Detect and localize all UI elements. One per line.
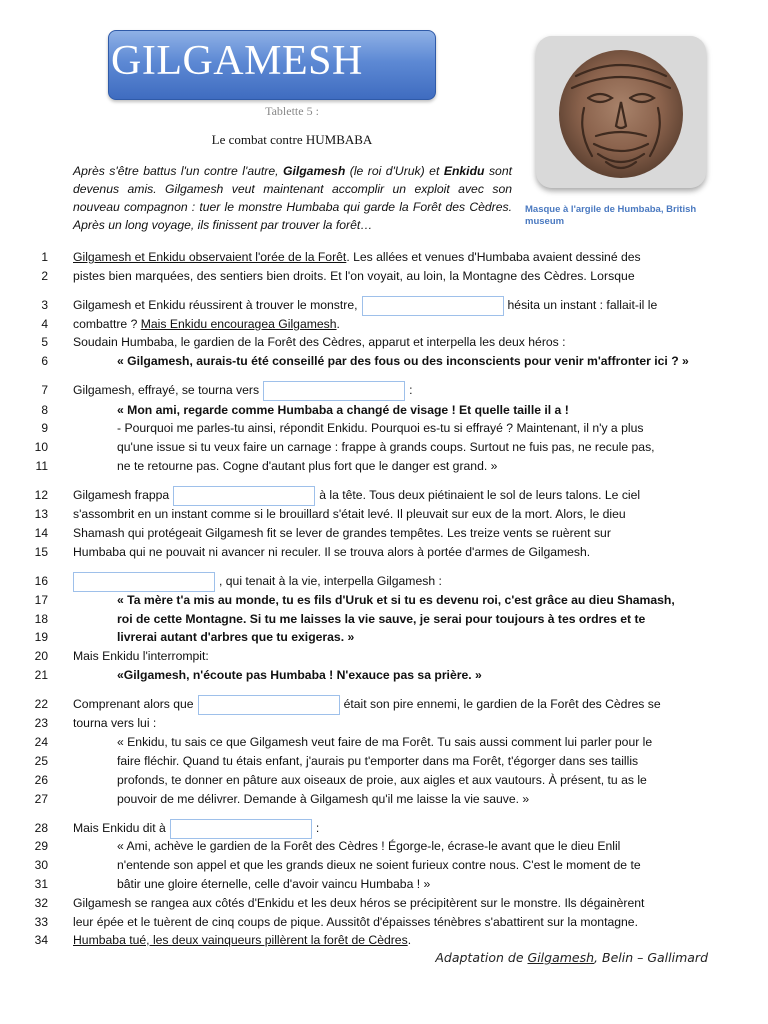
text-line: «Gilgamesh, n'écoute pas Humbaba ! N'exauce pas sa prière. » — [117, 668, 482, 682]
text-line — [73, 296, 657, 314]
line-number: 10 — [34, 440, 48, 454]
attribution-text: , Belin – Gallimard — [594, 950, 708, 965]
line-text: : — [409, 383, 413, 398]
line-number: 22 — [34, 697, 48, 711]
text-line: « Ta mère t'a mis au monde, tu es fils d'Uruk et si tu es devenu roi, c'est grâce au dieu Shamash, — [117, 593, 675, 607]
answer-blank[interactable] — [173, 486, 315, 506]
line-number: 27 — [34, 792, 48, 806]
line-number: 23 — [34, 716, 48, 730]
text-line — [73, 572, 442, 590]
line-number: 6 — [41, 354, 48, 368]
intro-name-enkidu: Enkidu — [443, 164, 485, 178]
text-line: n'entende son appel et que les grands dieux ne soient furieux contre nous. C'est le moment de te — [117, 858, 641, 872]
line-number: 16 — [34, 574, 48, 588]
line-number: 12 — [34, 488, 48, 502]
answer-blank[interactable] — [170, 819, 312, 839]
line-number: 24 — [34, 735, 48, 749]
line-number: 5 — [41, 335, 48, 349]
line-text: combattre ? — [73, 317, 141, 331]
underlined-text: Mais Enkidu encouragea Gilgamesh — [140, 317, 337, 331]
attribution-text: Adaptation de — [435, 950, 528, 965]
line-number: 9 — [41, 421, 48, 435]
text-line: tourna vers lui : — [73, 716, 157, 730]
line-number: 19 — [34, 630, 48, 644]
line-number: 13 — [34, 507, 48, 521]
line-text: Comprenant alors que — [73, 697, 194, 712]
image-caption: Masque à l'argile de Humbaba, British museum — [525, 204, 697, 227]
answer-blank[interactable] — [362, 296, 504, 316]
line-text: . Les allées et venues d'Humbaba avaient dessiné des — [346, 250, 641, 264]
line-number: 31 — [34, 877, 48, 891]
text-line: Shamash qui protégeait Gilgamesh fit se lever de grandes tempêtes. Les treize vents se ruèrent sur — [73, 526, 611, 540]
text-line — [73, 695, 661, 713]
line-number: 25 — [34, 754, 48, 768]
line-number: 17 — [34, 593, 48, 607]
line-text: . — [336, 317, 340, 331]
text-line — [73, 819, 319, 837]
line-text: Gilgamesh et Enkidu réussirent à trouver le monstre, — [73, 298, 358, 313]
text-line — [73, 931, 411, 949]
text-line: Gilgamesh se rangea aux côtés d'Enkidu et les deux héros se précipitèrent sur le monstre. Ils dégainèrent — [73, 896, 645, 910]
line-text: , qui tenait à la vie, interpella Gilgamesh : — [219, 574, 442, 589]
chapter-subtitle: Le combat contre HUMBABA — [211, 132, 373, 147]
text-line: Soudain Humbaba, le gardien de la Forêt des Cèdres, apparut et interpella les deux héros : — [73, 335, 566, 349]
text-line: « Ami, achève le gardien de la Forêt des Cèdres ! Égorge-le, écrase-le avant que le dieu Enlil — [117, 839, 621, 853]
answer-blank[interactable] — [263, 381, 405, 401]
line-number: 33 — [34, 915, 48, 929]
underlined-text: Gilgamesh et Enkidu observaient l'orée de la Forêt — [73, 250, 347, 264]
book-title: Gilgamesh — [527, 950, 595, 965]
line-text: Mais Enkidu dit à — [73, 821, 166, 836]
line-number: 28 — [34, 821, 48, 835]
line-number: 34 — [34, 933, 48, 947]
humbaba-mask-image — [536, 36, 706, 188]
line-number: 1 — [41, 250, 48, 264]
text-line: « Gilgamesh, aurais-tu été conseillé par des fous ou des inconscients pour venir m'affronter ici ? » — [117, 354, 689, 368]
line-number: 3 — [41, 298, 48, 312]
line-text: Gilgamesh, effrayé, se tourna vers — [73, 383, 260, 398]
line-text: à la tête. Tous deux piétinaient le sol de leurs talons. Le ciel — [319, 488, 641, 503]
text-line: s'assombrit en un instant comme si le brouillard s'était levé. Il pleuvait sur eux de la mort. Alors, le dieu — [73, 507, 626, 521]
source-attribution — [435, 950, 708, 965]
line-number: 11 — [35, 459, 48, 473]
line-number: 30 — [34, 858, 48, 872]
line-number: 32 — [34, 896, 48, 910]
line-number: 18 — [34, 612, 48, 626]
text-line: Mais Enkidu l'interrompit: — [73, 649, 209, 663]
line-text: était son pire ennemi, le gardien de la Forêt des Cèdres se — [343, 697, 661, 712]
line-text: : — [315, 821, 320, 836]
text-line — [73, 248, 641, 266]
line-text: hésita un instant : fallait-il le — [507, 298, 658, 313]
line-number: 26 — [34, 773, 48, 787]
text-line: ne te retourne pas. Cogne d'autant plus fort que le danger est grand. » — [117, 459, 498, 473]
text-line: « Enkidu, tu sais ce que Gilgamesh veut faire de ma Forêt. Tu sais aussi comment lui parler pour le — [117, 735, 653, 749]
line-number: 8 — [41, 403, 48, 417]
line-number: 21 — [34, 668, 48, 682]
line-number: 4 — [41, 317, 48, 331]
text-line: Humbaba qui ne pouvait ni avancer ni reculer. Il se trouva alors à portée d'armes de Gilgamesh. — [73, 545, 591, 559]
text-line: qu'une issue si tu veux faire un carnage : frappe à grands coups. Surtout ne fuis pas, ne recule pas, — [117, 440, 655, 454]
text-line: leur épée et le tuèrent de cinq coups de pique. Aussitôt d'épaisses ténèbres s'abattirent sur la montagne. — [73, 915, 638, 929]
text-line — [73, 315, 340, 333]
line-number: 15 — [34, 545, 48, 559]
intro-name-gilgamesh: Gilgamesh — [282, 164, 346, 178]
intro-text: (le roi d'Uruk) et — [345, 164, 444, 178]
text-line: pistes bien marquées, des sentiers bien droits. Et l'on voyait, au loin, la Montagne des Cèdres. Lorsque — [73, 269, 635, 283]
text-line — [73, 381, 412, 399]
text-line: faire fléchir. Quand tu étais enfant, j'aurais pu t'emporter dans ma Forêt, t'égorger dans ses taillis — [117, 754, 639, 768]
text-line — [73, 486, 640, 504]
underlined-text: Humbaba tué, les deux vainqueurs pillèrent la forêt de Cèdres — [73, 933, 408, 947]
intro-text: Après s'être battus l'un contre l'autre, — [73, 164, 283, 178]
line-number: 2 — [41, 269, 48, 283]
title-banner — [108, 30, 436, 100]
intro-text: sont devenus amis. Gilgamesh veut maintenant accomplir un exploit avec son nouveau compagnon : tuer le monstre Humbaba qui garde la Forêt des Cèdres. Après un long voyage, ils finissent par trouver la forêt… — [73, 164, 512, 232]
text-line: « Mon ami, regarde comme Humbaba a changé de visage ! Et quelle taille il a ! — [117, 403, 569, 417]
answer-blank[interactable] — [73, 572, 215, 592]
line-number: 29 — [34, 839, 48, 853]
page-title: GILGAMESH — [111, 38, 363, 84]
line-number: 7 — [41, 383, 48, 397]
text-line: livrerai autant d'arbres que tu exigeras. » — [117, 630, 355, 644]
text-line: - Pourquoi me parles-tu ainsi, répondit Enkidu. Pourquoi es-tu si effrayé ? Maintenant, il n'y a plus — [117, 421, 644, 435]
tablet-label: Tablette 5 : — [265, 104, 319, 118]
line-number: 20 — [34, 649, 48, 663]
text-line: profonds, te donner en pâture aux oiseaux de proie, aux aigles et aux vautours. À présent, tu as le — [117, 773, 647, 787]
answer-blank[interactable] — [198, 695, 340, 715]
intro-paragraph — [73, 162, 512, 234]
text-line: pouvoir de me délivrer. Demande à Gilgamesh qu'il me laisse la vie sauve. » — [117, 792, 530, 806]
text-line: bâtir une gloire éternelle, celle d'avoir vaincu Humbaba ! » — [117, 877, 431, 891]
line-number: 14 — [34, 526, 48, 540]
line-text: Gilgamesh frappa — [73, 488, 170, 503]
text-line: roi de cette Montagne. Si tu me laisses la vie sauve, je serai pour toujours à tes ordres et te — [117, 612, 646, 626]
line-text: . — [407, 933, 412, 947]
